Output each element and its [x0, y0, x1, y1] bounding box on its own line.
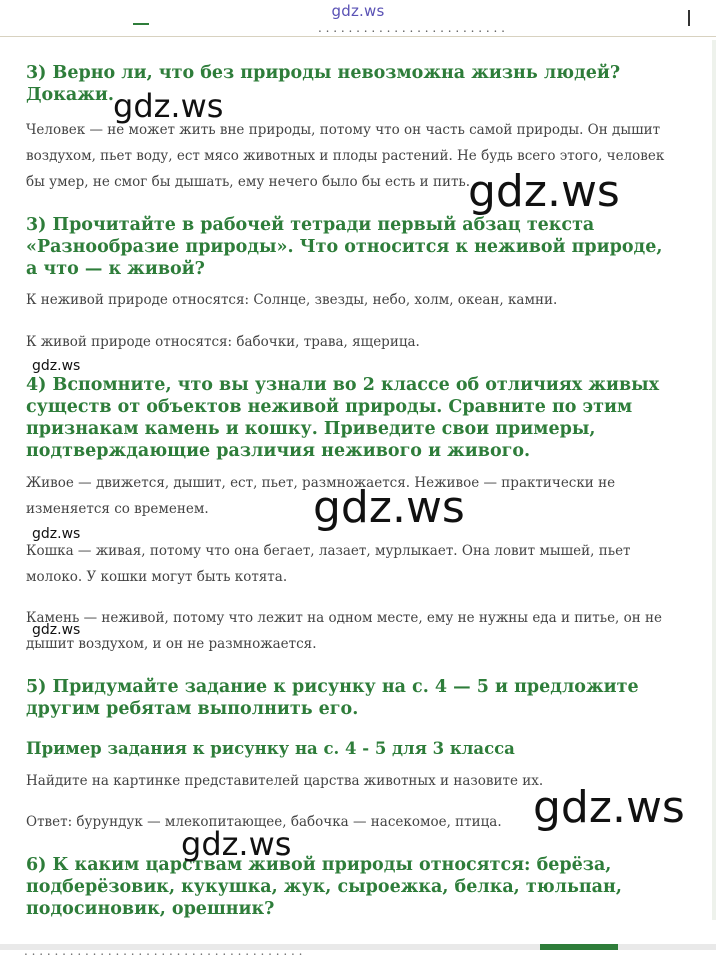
answer-paragraph: Живое — движется, дышит, ест, пьет, размножается. Неживое — практически не изменяется со временем.	[26, 475, 616, 517]
watermark: gdz.ws	[181, 825, 292, 863]
question-heading: 4) Вспомните, что вы узнали во 2 классе об отличиях живых существ от объектов неживой природы. Сравните по этим признакам камень и кошку. Приведите свои примеры, подтверждающие различия неживого и живого.	[26, 375, 660, 461]
action-button[interactable]	[540, 944, 618, 950]
top-bar	[0, 0, 716, 37]
answer-paragraph: Камень — неживой, потому что лежит на одном месте, ему не нужны еда и питье, он не дышит воздухом, и он не размножается.	[26, 610, 663, 652]
watermark: gdz.ws	[533, 782, 685, 833]
answer-paragraph: К живой природе относятся: бабочки, трава, ящерица.	[26, 334, 420, 350]
question-heading: 3) Верно ли, что без природы невозможна жизнь людей? Докажи.	[26, 63, 621, 105]
cut-off-text-line: . . . . . . . . . . . . . . . . . . . . . . . . .	[318, 21, 505, 35]
question-heading: 3) Прочитайте в рабочей тетради первый абзац текста «Разнообразие природы». Что относится к неживой природе, а что — к живой?	[26, 215, 663, 279]
answer-paragraph: Кошка — живая, потому что она бегает, лазает, мурлыкает. Она ловит мышей, пьет молоко. У кошки могут быть котята.	[26, 543, 631, 585]
watermark: gdz.ws	[32, 526, 81, 542]
watermark: gdz.ws	[32, 622, 81, 638]
watermark: gdz.ws	[468, 166, 620, 217]
bottom-bar	[0, 944, 716, 958]
answer-paragraph: Найдите на картинке представителей царства животных и назовите их.	[26, 773, 544, 789]
question-heading: 6) К каким царствам живой природы относятся: берёза, подберёзовик, кукушка, жук, сыроежка, белка, тюльпан, подосиновик, орешник?	[26, 855, 622, 919]
site-logo[interactable]: gdz.ws	[331, 2, 385, 20]
watermark: gdz.ws	[32, 358, 81, 374]
example-subheading: Пример задания к рисунку на с. 4 - 5 для 3 класса	[26, 739, 515, 758]
divider	[688, 10, 690, 26]
cut-off-text-line: . . . . . . . . . . . . . . . . . . . . . . . . . . . . . . . . . . . . .	[24, 944, 303, 958]
sidebar-edge	[712, 40, 716, 920]
answer-paragraph: Ответ: бурундук — млекопитающее, бабочка — насекомое, птица.	[26, 814, 502, 830]
question-heading: 5) Придумайте задание к рисунку на с. 4 — 5 и предложите другим ребятам выполнить его.	[26, 677, 639, 719]
watermark: gdz.ws	[313, 482, 465, 533]
watermark: gdz.ws	[113, 87, 224, 125]
menu-underline-decoration	[133, 23, 149, 25]
answer-paragraph: К неживой природе относятся: Солнце, звезды, небо, холм, океан, камни.	[26, 292, 558, 308]
answer-paragraph: Человек — не может жить вне природы, потому что он часть самой природы. Он дышит воздухом, пьет воду, ест мясо животных и плоды растений. Не будь всего этого, человек бы умер, не смог бы дышать, ему нечего было бы есть и пить.	[26, 122, 665, 190]
